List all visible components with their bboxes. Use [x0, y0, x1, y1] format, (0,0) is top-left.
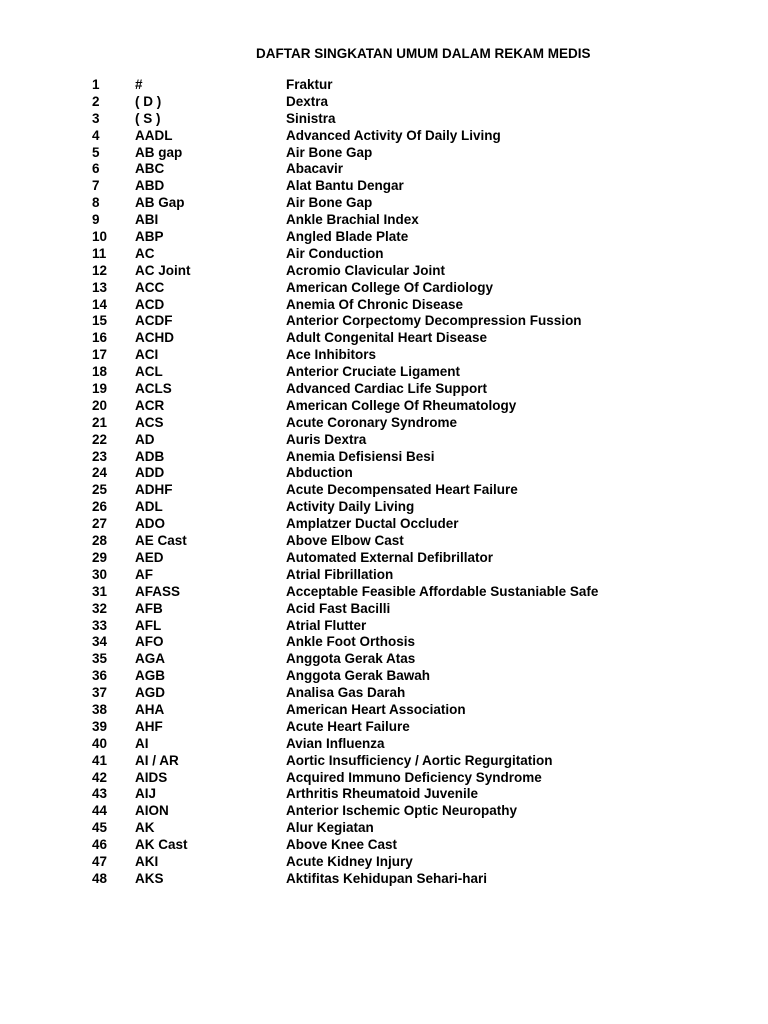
entry-number: 11: [92, 245, 107, 261]
entry-abbreviation: AADL: [135, 127, 173, 143]
entry-abbreviation: ACD: [135, 296, 165, 312]
list-item: [0, 465, 768, 482]
list-item: [0, 837, 768, 854]
entry-abbreviation: AB gap: [135, 144, 183, 160]
entry-number: 19: [92, 381, 108, 397]
entry-meaning: Angled Blade Plate: [286, 229, 409, 245]
entry-meaning: Anterior Ischemic Optic Neuropathy: [286, 803, 518, 819]
entry-meaning: Acute Heart Failure: [286, 718, 410, 734]
entry-meaning: Air Bone Gap: [286, 144, 373, 160]
entry-number: 30: [92, 566, 108, 582]
entry-abbreviation: ABI: [135, 212, 159, 228]
list-item: [0, 398, 768, 415]
entry-abbreviation: ACC: [135, 279, 165, 295]
entry-number: 7: [92, 178, 100, 194]
entry-abbreviation: #: [135, 77, 143, 92]
list-item: [0, 128, 768, 145]
entry-abbreviation: AGB: [135, 668, 165, 684]
entry-number: 39: [92, 718, 108, 734]
list-item: [0, 668, 768, 685]
list-item: [0, 770, 768, 787]
list-item: [0, 432, 768, 449]
list-item: [0, 178, 768, 195]
entry-number: 27: [92, 516, 108, 532]
entry-number: 37: [92, 685, 108, 701]
entry-meaning: Aktifitas Kehidupan Sehari-hari: [286, 870, 488, 886]
list-item: [0, 702, 768, 719]
list-item: [0, 111, 768, 128]
list-item: [0, 803, 768, 820]
entry-number: 32: [92, 600, 108, 616]
entry-meaning: Avian Influenza: [286, 735, 385, 751]
entry-meaning: Anterior Cruciate Ligament: [286, 364, 461, 380]
entry-number: 21: [92, 414, 108, 430]
entry-number: 23: [92, 448, 108, 464]
entry-number: 46: [92, 837, 108, 853]
entry-meaning: Acute Kidney Injury: [286, 853, 413, 869]
entry-number: 44: [92, 803, 108, 819]
entry-meaning: Acromio Clavicular Joint: [286, 262, 446, 278]
entry-abbreviation: AKS: [135, 870, 164, 886]
entry-abbreviation: AION: [135, 803, 169, 819]
entry-meaning: Atrial Flutter: [286, 617, 367, 633]
list-item: [0, 161, 768, 178]
list-item: [0, 685, 768, 702]
entry-number: 12: [92, 262, 108, 278]
entry-number: 9: [92, 212, 100, 228]
entry-number: 8: [92, 195, 100, 211]
entry-meaning: American College Of Rheumatology: [286, 397, 517, 413]
entry-number: 20: [92, 397, 108, 413]
list-item: [0, 871, 768, 888]
entry-number: 29: [92, 549, 108, 565]
list-item: [0, 854, 768, 871]
entry-meaning: Adult Congenital Heart Disease: [286, 330, 488, 346]
entry-number: 28: [92, 533, 108, 549]
entry-abbreviation: ACR: [135, 397, 165, 413]
list-item: [0, 347, 768, 364]
entry-number: 25: [92, 482, 108, 498]
entry-meaning: Anterior Corpectomy Decompression Fussion: [286, 313, 582, 329]
list-item: [0, 381, 768, 398]
entry-number: 3: [92, 110, 100, 126]
entry-abbreviation: AHA: [135, 701, 165, 717]
entry-abbreviation: ABD: [135, 178, 165, 194]
entry-meaning: Aortic Insufficiency / Aortic Regurgitation: [286, 752, 553, 768]
list-item: [0, 195, 768, 212]
entry-meaning: Automated External Defibrillator: [286, 549, 494, 565]
entry-meaning: Sinistra: [286, 110, 336, 126]
entry-number: 36: [92, 668, 108, 684]
list-item: [0, 601, 768, 618]
list-item: [0, 618, 768, 635]
list-item: [0, 736, 768, 753]
entry-number: 18: [92, 364, 108, 380]
entry-meaning: Air Bone Gap: [286, 195, 373, 211]
list-item: [0, 77, 768, 94]
entry-abbreviation: ( D ): [135, 93, 162, 109]
entry-number: 42: [92, 769, 108, 785]
list-item: [0, 719, 768, 736]
entry-abbreviation: ACL: [135, 364, 163, 380]
entry-abbreviation: ADL: [135, 499, 163, 515]
entry-meaning: Activity Daily Living: [286, 499, 415, 515]
entry-number: 4: [92, 127, 100, 143]
entry-number: 5: [92, 144, 100, 160]
entry-number: 31: [92, 583, 108, 599]
entry-abbreviation: ADB: [135, 448, 165, 464]
entry-number: 34: [92, 634, 108, 650]
entry-meaning: Arthritis Rheumatoid Juvenile: [286, 786, 479, 802]
entry-abbreviation: ACI: [135, 347, 159, 363]
list-item: [0, 364, 768, 381]
list-item: [0, 499, 768, 516]
entry-abbreviation: AK: [135, 820, 155, 836]
entry-number: 47: [92, 853, 108, 869]
entry-meaning: Ankle Brachial Index: [286, 212, 419, 228]
entry-abbreviation: AFB: [135, 600, 163, 616]
entry-meaning: Air Conduction: [286, 245, 384, 261]
entry-number: 10: [92, 229, 108, 245]
entry-meaning: Anggota Gerak Atas: [286, 651, 416, 667]
entry-number: 38: [92, 701, 108, 717]
entry-abbreviation: ACS: [135, 414, 164, 430]
entry-number: 24: [92, 465, 108, 481]
entry-abbreviation: AB Gap: [135, 195, 185, 211]
entry-abbreviation: AHF: [135, 718, 163, 734]
list-item: [0, 280, 768, 297]
entry-abbreviation: ADHF: [135, 482, 173, 498]
list-item: [0, 94, 768, 111]
entry-number: 13: [92, 279, 108, 295]
entry-number: 26: [92, 499, 108, 515]
list-item: [0, 516, 768, 533]
entry-abbreviation: ADO: [135, 516, 165, 532]
entry-number: 48: [92, 870, 108, 886]
list-item: [0, 313, 768, 330]
entry-meaning: Auris Dextra: [286, 431, 367, 447]
entry-number: 33: [92, 617, 108, 633]
list-item: [0, 634, 768, 651]
entry-number: 6: [92, 161, 100, 177]
entry-abbreviation: ABP: [135, 229, 164, 245]
list-item: [0, 820, 768, 837]
entry-meaning: Ankle Foot Orthosis: [286, 634, 416, 650]
entry-abbreviation: AKI: [135, 853, 159, 869]
entry-abbreviation: AIDS: [135, 769, 168, 785]
entry-meaning: Acute Coronary Syndrome: [286, 414, 458, 430]
abbreviation-list: [0, 77, 768, 888]
entry-meaning: Acquired Immuno Deficiency Syndrome: [286, 769, 542, 785]
entry-abbreviation: AGA: [135, 651, 165, 667]
entry-abbreviation: ( S ): [135, 110, 161, 126]
entry-number: 45: [92, 820, 108, 836]
entry-meaning: American College Of Cardiology: [286, 279, 494, 295]
entry-meaning: Abduction: [286, 465, 353, 481]
entry-number: 16: [92, 330, 108, 346]
entry-meaning: Anggota Gerak Bawah: [286, 668, 431, 684]
entry-abbreviation: AI: [135, 735, 149, 751]
document-title: DAFTAR SINGKATAN UMUM DALAM REKAM MEDIS: [256, 46, 591, 61]
list-item: [0, 584, 768, 601]
list-item: [0, 753, 768, 770]
entry-number: 17: [92, 347, 108, 363]
entry-abbreviation: ACHD: [135, 330, 174, 346]
list-item: [0, 145, 768, 162]
entry-number: 22: [92, 431, 108, 447]
list-item: [0, 330, 768, 347]
list-item: [0, 246, 768, 263]
entry-abbreviation: AI / AR: [135, 752, 179, 768]
entry-meaning: Alur Kegiatan: [286, 820, 374, 836]
list-item: [0, 263, 768, 280]
entry-abbreviation: AED: [135, 549, 164, 565]
entry-number: 41: [92, 752, 108, 768]
entry-meaning: Dextra: [286, 93, 329, 109]
entry-meaning: Atrial Fibrillation: [286, 566, 394, 582]
entry-abbreviation: AK Cast: [135, 837, 188, 853]
entry-meaning: Above Elbow Cast: [286, 533, 404, 549]
entry-number: 1: [92, 77, 100, 92]
entry-meaning: Fraktur: [286, 77, 333, 92]
entry-meaning: Amplatzer Ductal Occluder: [286, 516, 459, 532]
entry-meaning: American Heart Association: [286, 701, 466, 717]
list-item: [0, 449, 768, 466]
entry-abbreviation: AC: [135, 245, 155, 261]
entry-meaning: Abacavir: [286, 161, 344, 177]
entry-number: 15: [92, 313, 108, 329]
entry-meaning: Acid Fast Bacilli: [286, 600, 391, 616]
entry-abbreviation: ABC: [135, 161, 165, 177]
entry-meaning: Advanced Activity Of Daily Living: [286, 127, 501, 143]
entry-abbreviation: ACLS: [135, 381, 172, 397]
entry-abbreviation: ADD: [135, 465, 165, 481]
entry-abbreviation: AF: [135, 566, 153, 582]
entry-abbreviation: AIJ: [135, 786, 157, 802]
entry-meaning: Anemia Of Chronic Disease: [286, 296, 464, 312]
list-item: [0, 297, 768, 314]
entry-abbreviation: AFO: [135, 634, 164, 650]
list-item: [0, 212, 768, 229]
entry-abbreviation: AFASS: [135, 583, 181, 599]
list-item: [0, 786, 768, 803]
list-item: [0, 415, 768, 432]
list-item: [0, 229, 768, 246]
entry-abbreviation: AGD: [135, 685, 165, 701]
entry-abbreviation: AC Joint: [135, 262, 191, 278]
entry-meaning: Acceptable Feasible Affordable Sustaniable Safe: [286, 583, 599, 599]
entry-abbreviation: ACDF: [135, 313, 173, 329]
list-item: [0, 550, 768, 567]
entry-meaning: Advanced Cardiac Life Support: [286, 381, 488, 397]
entry-number: 40: [92, 735, 108, 751]
entry-abbreviation: AE Cast: [135, 533, 187, 549]
list-item: [0, 482, 768, 499]
entry-abbreviation: AFL: [135, 617, 162, 633]
list-item: [0, 567, 768, 584]
entry-meaning: Acute Decompensated Heart Failure: [286, 482, 518, 498]
list-item: [0, 533, 768, 550]
entry-abbreviation: AD: [135, 431, 155, 447]
entry-number: 35: [92, 651, 108, 667]
entry-number: 43: [92, 786, 108, 802]
entry-number: 2: [92, 93, 100, 109]
entry-meaning: Anemia Defisiensi Besi: [286, 448, 435, 464]
entry-number: 14: [92, 296, 108, 312]
entry-meaning: Analisa Gas Darah: [286, 685, 406, 701]
entry-meaning: Above Knee Cast: [286, 837, 398, 853]
entry-meaning: Ace Inhibitors: [286, 347, 377, 363]
entry-meaning: Alat Bantu Dengar: [286, 178, 404, 194]
list-item: [0, 651, 768, 668]
